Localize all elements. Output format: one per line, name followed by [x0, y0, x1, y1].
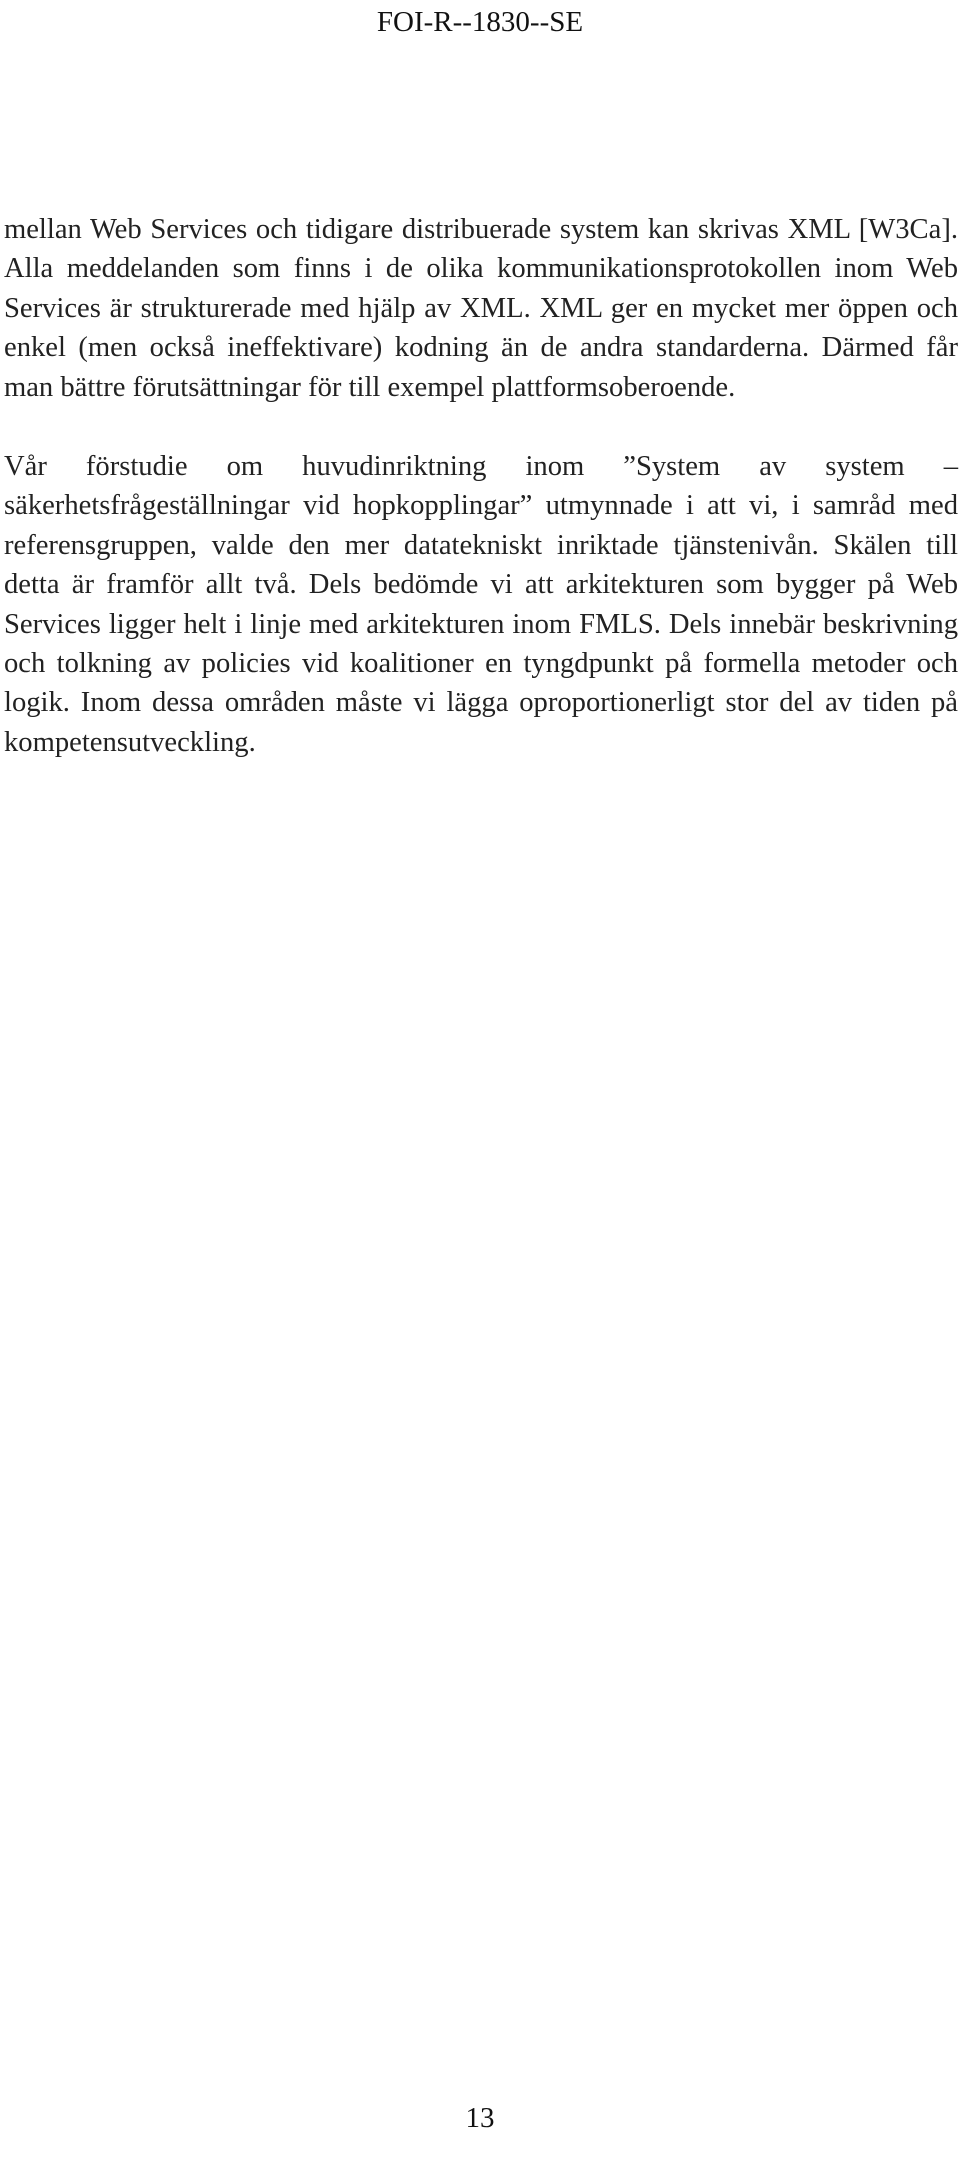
paragraph-xml-encoding: mellan Web Services och tidigare distribuerade system kan skrivas XML [W3Ca]. Alla meddelanden som finns i de olika kommunikationsprotokollen inom Web Services är strukturerade med hjälp av XML. XML ger en mycket mer öppen och enkel (men också ineffektivare) kodning än de andra standarderna. Därmed får man bättre förutsättningar för till exempel plattformsoberoende. — [4, 214, 958, 403]
page-number: 13 — [465, 2102, 495, 2134]
paragraph-prestudy-focus: Vår förstudie om huvudinriktning inom ”System av system – säkerhetsfrågeställningar vid hopkopplingar” utmynnade i att vi, i samråd med referensgruppen, valde den mer datatekniskt inriktade tjänstenivån. Skälen till detta är framför allt två. Dels bedömde vi att arkitekturen som bygger på Web Services ligger helt i linje med arkitekturen inom FMLS. Dels innebär beskrivning och tolkning av policies vid koalitioner en tyngdpunkt på formella metoder och logik. Inom dessa områden måste vi lägga oproportionerligt stor del av tiden på kompetensutveckling. — [4, 451, 958, 758]
body-text — [4, 210, 958, 762]
report-id-header: FOI-R--1830--SE — [376, 6, 584, 38]
